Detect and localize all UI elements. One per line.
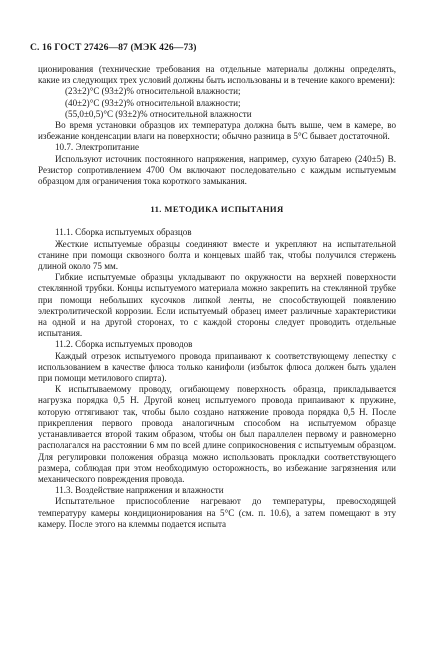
paragraph-power: Используют источник постоянного напряжения, например, сухую батарею (240±5) В. Резистор сопротивлением 4700 Ом включают последовательно с каждым испытуемым образцом для ограничения тока короткого замыкания. bbox=[38, 153, 396, 187]
paragraph-install: Во время установки образцов их температура должна быть выше, чем в камере, во избежание конденсации влаги на поверхности; обычно разница в 5°С бывает достаточной. bbox=[38, 120, 396, 142]
heading-11-3: 11.3. Воздействие напряжения и влажности bbox=[55, 485, 224, 496]
heading-11-1: 11.1. Сборка испытуемых образцов bbox=[55, 227, 192, 238]
paragraph-exposure: Испытательное приспособление нагревают до температуры, превосходящей температуру камеры кондиционирования на 5°С (см. п. 10.6), а затем помещают в эту камеру. После этого на клеммы подается испыта bbox=[38, 496, 396, 529]
page-content bbox=[38, 64, 396, 530]
paragraph-flexible: Гибкие испытуемые образцы укладывают по окружности на верхней поверхности стеклянной трубки. Концы испытуемого материала можно закрепить на стеклянной трубке при помощи небольших кусочков липкой ленты, не способствующей появлению электролитической коррозии. Если испытуемый образец имеет различные характеристики на одной и на другой сторонах, то с каждой стороны следует проводить отдельные испытания. bbox=[38, 272, 396, 339]
condition-1: (23±2)°С (93±2)% относительной влажности; bbox=[65, 86, 241, 97]
heading-10-7: 10.7. Электропитание bbox=[55, 142, 140, 153]
condition-3: (55,0±0,5)°С (93±2)% относительной влажности bbox=[65, 108, 252, 119]
paragraph-rigid: Жесткие испытуемые образцы соединяют вместе и укрепляют на испытательной станине при помощи сквозного болта и концевых шайб так, чтобы получился стержень длиной около 75 мм. bbox=[38, 238, 396, 272]
condition-2: (40±2)°С (93±2)% относительной влажности; bbox=[65, 97, 241, 108]
paragraph-wire-2: К испытываемому проводу, огибающему поверхность образца, прикладывается нагрузка порядка 0,5 Н. Другой конец испытуемого провода припаивают к пружине, которую оттягивают так, чтобы было создано натяжение провода порядка 0,5 Н. После прикрепления первого провода аналогичным способом на испытуемом образце устанавливается второй таким образом, чтобы он был параллелен первому и равномерно располагался на расстоянии 6 мм по всей длине соприкосновения с испытуемым образцом. Для регулировки положения образца можно использовать прокладки соответствующего размера, соблюдая при этом необходимую осторожность, во избежание загрязнения или механического повреждения провода. bbox=[38, 384, 396, 484]
paragraph-intro: ционирования (технические требования на отдельные материалы должны определять, какие из следующих трех условий должны быть использованы и в течение какого времени): bbox=[38, 64, 396, 86]
heading-11-2: 11.2. Сборка испытуемых проводов bbox=[55, 339, 193, 350]
page-header: С. 16 ГОСТ 27426—87 (МЭК 426—73) bbox=[30, 42, 197, 53]
paragraph-wire-1: Каждый отрезок испытуемого провода припаивают к соответствующему лепестку с использованием в качестве флюса только канифоли (избыток флюса должен быть удален при помощи метилового спирта). bbox=[38, 350, 396, 384]
section-title: 11. МЕТОДИКА ИСПЫТАНИЯ bbox=[150, 204, 284, 215]
